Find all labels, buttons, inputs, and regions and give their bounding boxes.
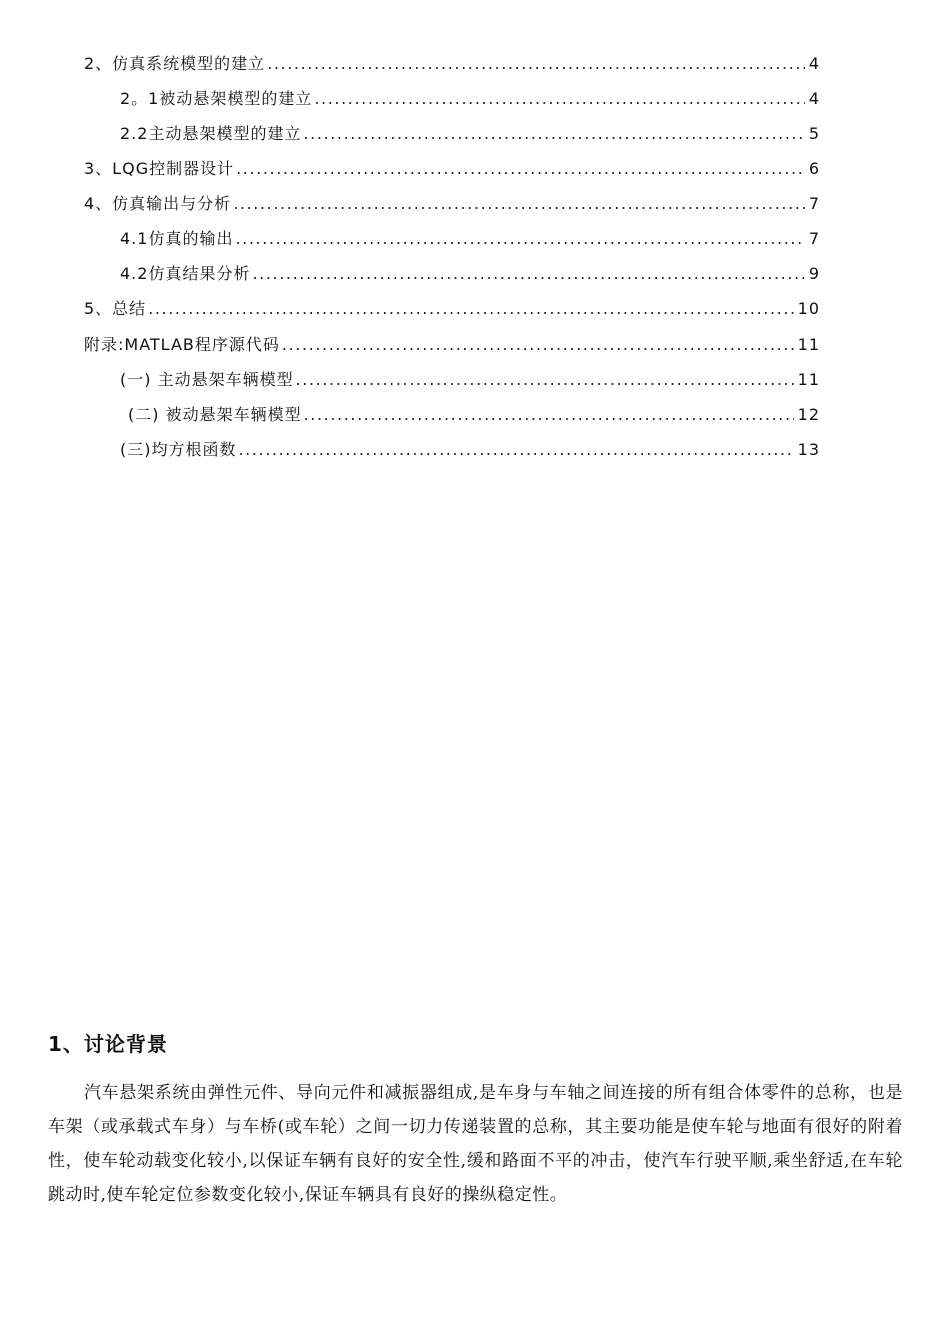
toc-dot-leader bbox=[296, 368, 794, 392]
toc-dot-leader bbox=[233, 192, 805, 216]
toc-dot-leader bbox=[148, 297, 793, 321]
toc-entry[interactable] bbox=[84, 157, 820, 181]
toc-entry[interactable] bbox=[84, 333, 820, 357]
toc-page-number: 11 bbox=[797, 370, 820, 389]
toc-page-number: 6 bbox=[808, 159, 820, 178]
section-heading: 1、讨论背景 bbox=[48, 1032, 168, 1056]
toc-dot-leader bbox=[252, 262, 804, 286]
toc-dot-leader bbox=[304, 403, 794, 427]
toc-entry[interactable] bbox=[84, 52, 820, 76]
toc-page-number: 11 bbox=[797, 335, 820, 354]
toc-dot-leader bbox=[239, 438, 794, 462]
toc-entry-label: 2、仿真系统模型的建立 bbox=[84, 54, 266, 73]
toc-page-number: 9 bbox=[808, 264, 820, 283]
toc-page-number: 12 bbox=[797, 405, 820, 424]
toc-dot-leader bbox=[303, 122, 804, 146]
toc-page-number: 13 bbox=[797, 440, 820, 459]
toc-entry[interactable] bbox=[120, 438, 820, 462]
toc-dot-leader bbox=[267, 52, 805, 76]
toc-page-number: 7 bbox=[808, 229, 820, 248]
toc-dot-leader bbox=[235, 227, 804, 251]
toc-entry[interactable] bbox=[128, 403, 820, 427]
toc-page-number: 4 bbox=[808, 89, 820, 108]
toc-entry[interactable] bbox=[120, 262, 820, 286]
toc-entry[interactable] bbox=[120, 368, 820, 392]
toc-entry-label: 4.1仿真的输出 bbox=[120, 229, 234, 248]
toc-entry-label: (三)均方根函数 bbox=[120, 440, 237, 459]
toc-entry[interactable] bbox=[120, 122, 820, 146]
toc-entry[interactable] bbox=[84, 297, 820, 321]
toc-page-number: 5 bbox=[808, 124, 820, 143]
toc-entry[interactable] bbox=[120, 227, 820, 251]
toc-dot-leader bbox=[314, 87, 804, 111]
toc-entry-label: 2。1被动悬架模型的建立 bbox=[120, 89, 313, 108]
toc-entry[interactable] bbox=[120, 87, 820, 111]
toc-dot-leader bbox=[282, 333, 794, 357]
toc-page-number: 10 bbox=[797, 299, 820, 318]
toc-page-number: 7 bbox=[808, 194, 820, 213]
toc-entry-label: 4.2仿真结果分析 bbox=[120, 264, 251, 283]
toc-entry-label: (二) 被动悬架车辆模型 bbox=[128, 405, 302, 424]
toc-entry-label: 2.2主动悬架模型的建立 bbox=[120, 124, 302, 143]
body-paragraph: 汽车悬架系统由弹性元件、导向元件和减振器组成,是车身与车轴之间连接的所有组合体零件的总称，也是车架（或承载式车身）与车桥(或车轮）之间一切力传递装置的总称，其主要功能是使车轮与地面有很好的附着性，使车轮动载变化较小,以保证车辆有良好的安全性,缓和路面不平的冲击，使汽车行驶平顺,乘坐舒适,在车轮跳动时,使车轮定位参数变化较小,保证车辆具有良好的操纵稳定性。 bbox=[48, 1083, 903, 1205]
toc-page-number: 4 bbox=[808, 54, 820, 73]
toc-entry[interactable] bbox=[84, 192, 820, 216]
toc-entry-label: 附录:MATLAB程序源代码 bbox=[84, 335, 280, 354]
toc-entry-label: 3、LQG控制器设计 bbox=[84, 159, 235, 178]
toc-dot-leader bbox=[236, 157, 805, 181]
toc-entry-label: (一) 主动悬架车辆模型 bbox=[120, 370, 294, 389]
toc-entry-label: 5、总结 bbox=[84, 299, 147, 318]
toc-entry-label: 4、仿真输出与分析 bbox=[84, 194, 232, 213]
